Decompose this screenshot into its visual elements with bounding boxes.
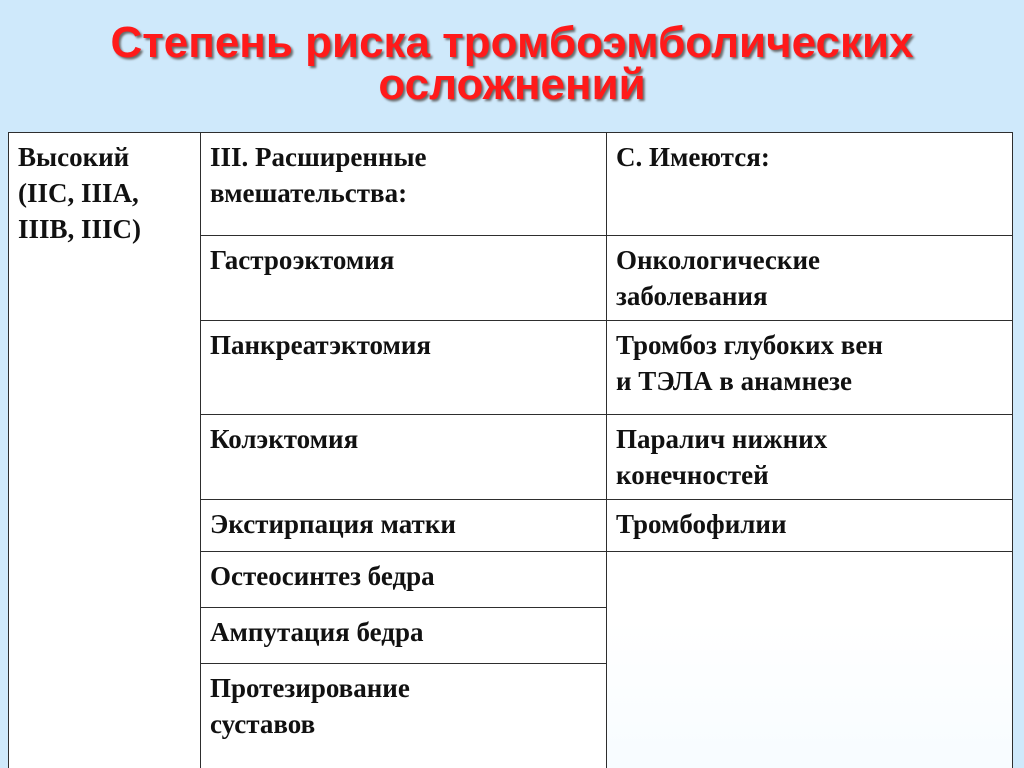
empty-condition-cell [607,552,1013,608]
condition-cell: Тромбофилии [607,500,1013,552]
slide-title-line-2: осложнений [378,60,646,109]
intervention-cell: Колэктомия [201,415,607,500]
intervention-cell: III. Расширенные вмешательства: [201,133,607,236]
condition-cell: Тромбоз глубоких вен и ТЭЛА в анамнезе [607,321,1013,415]
intervention-cell: Панкреатэктомия [201,321,607,415]
slide-title-line-1: Степень риска тромбоэмболических [110,18,914,67]
intervention-cell: Протезирование суставов [201,664,607,768]
intervention-cell: Ампутация бедра [201,608,607,664]
condition-cell: Онкологические заболевания [607,236,1013,321]
condition-cell: Паралич нижних конечностей [607,415,1013,500]
slide-title [0,18,1024,109]
risk-level-cell: Высокий (IIC, IIIA, IIIB, IIIC) [9,133,201,768]
condition-cell: С. Имеются: [607,133,1013,236]
table-row [9,133,1013,236]
intervention-cell: Остеосинтез бедра [201,552,607,608]
empty-condition-cell [607,608,1013,768]
intervention-cell: Гастроэктомия [201,236,607,321]
risk-table [8,132,1013,768]
intervention-cell: Экстирпация матки [201,500,607,552]
